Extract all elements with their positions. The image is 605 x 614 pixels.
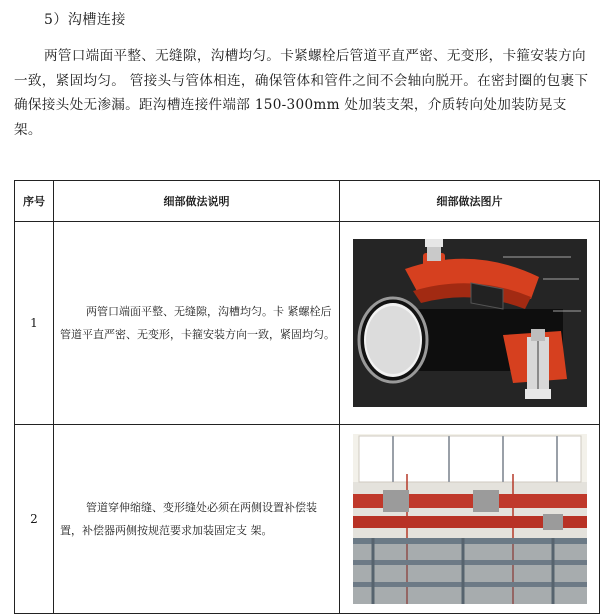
row-description [54, 496, 339, 542]
groove-coupling-photo [353, 239, 587, 407]
section-heading: 5）沟槽连接 [44, 12, 126, 28]
header-image: 细部做法图片 [340, 181, 600, 222]
section-paragraph [14, 44, 594, 142]
header-description: 细部做法说明 [54, 181, 340, 222]
row-number: 1 [15, 222, 54, 425]
paragraph-text: 两管口端面平整、无缝隙，沟槽均匀。卡紧螺栓后管道平直严密、无变形，卡箍安装方向一致，紧固均匀。 管接头与管体相连，确保管体和管件之间不会轴向脱开。在密封圈的包裹下确保接头处无渗漏。距沟槽连接件端部 150-300mm 处加装支架，介质转向处加装防晃支架。 [14, 48, 589, 138]
row-number: 2 [15, 425, 54, 614]
row-description-cell [54, 222, 340, 425]
row-description-cell [54, 425, 340, 614]
pipe-compensator-photo [353, 434, 587, 604]
table-row [15, 425, 600, 614]
row-image-cell [340, 425, 600, 614]
table-row [15, 222, 600, 425]
row-description-text: 两管口端面平整、无缝隙，沟槽均匀。卡 紧螺栓后管道平直严密、无变形，卡箍安装方向一致，紧固均匀。 [60, 305, 335, 341]
detail-table [14, 180, 600, 614]
row-description-text: 管道穿伸缩缝、变形缝处必须在两侧设置补偿装置，补偿器两侧按规范要求加装固定支 架。 [60, 501, 317, 537]
row-image-cell [340, 222, 600, 425]
table-header-row [15, 181, 600, 222]
row-description [54, 300, 339, 346]
header-number: 序号 [15, 181, 54, 222]
